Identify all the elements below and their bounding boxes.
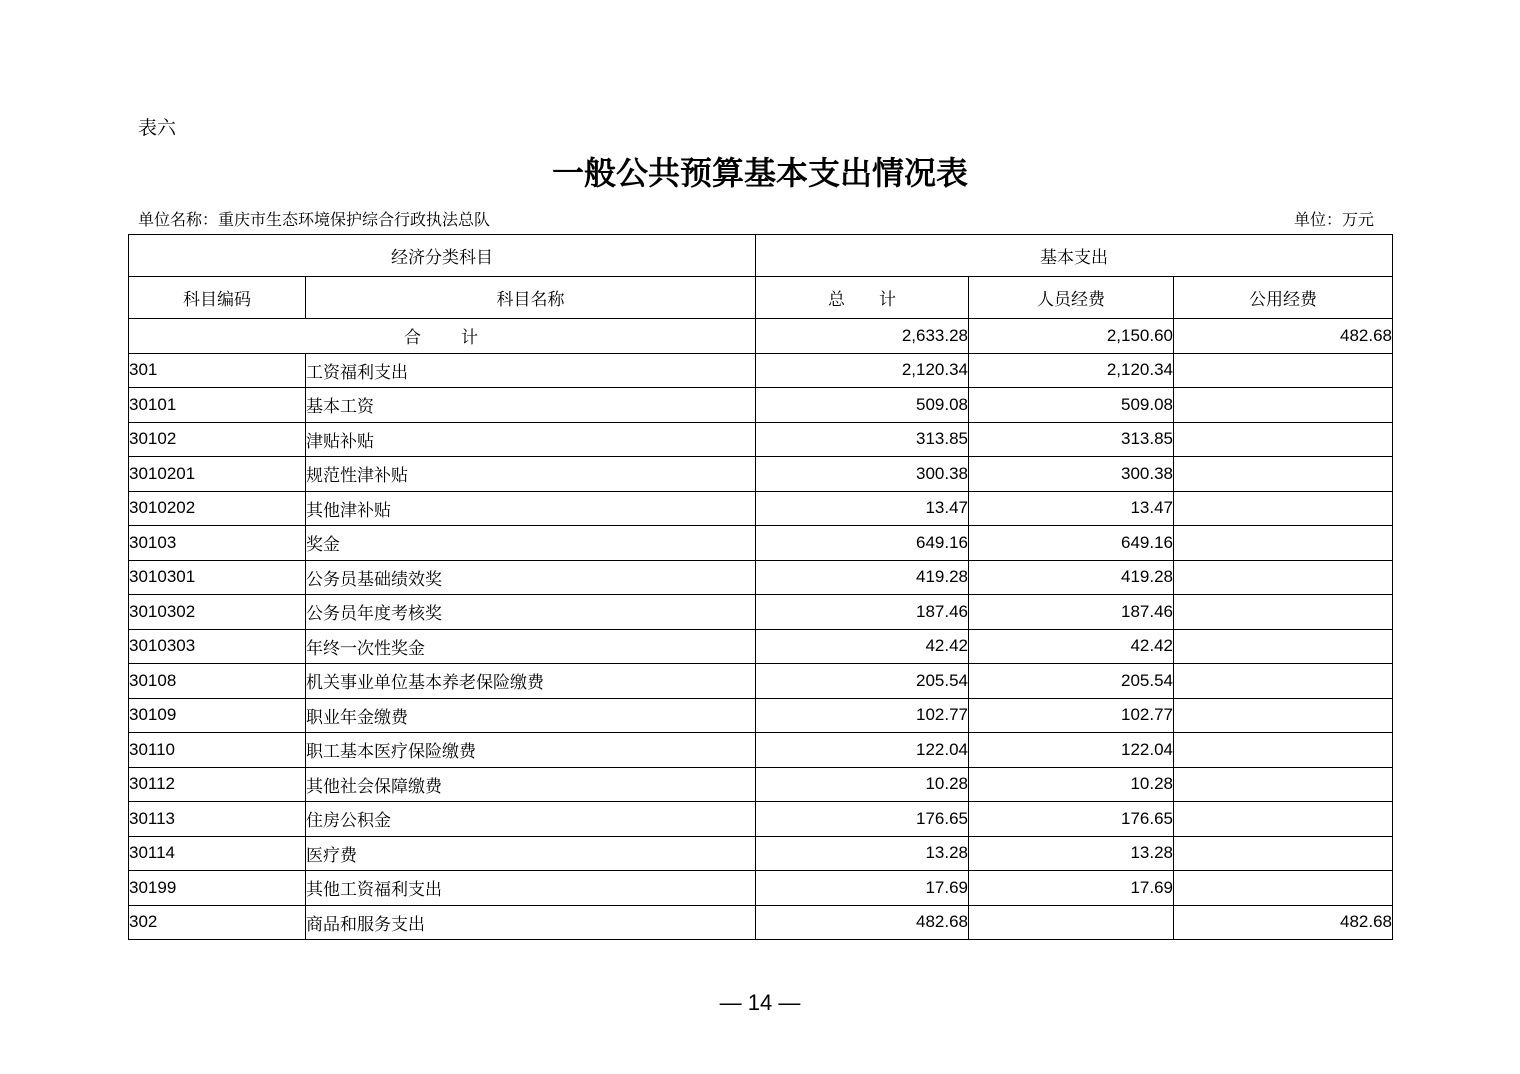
row-code: 30101 [129,388,306,423]
row-public: 482.68 [1174,905,1393,940]
row-personnel: 649.16 [969,526,1174,561]
row-personnel: 509.08 [969,388,1174,423]
header-basic-expenditure: 基本支出 [756,235,1393,277]
header-code: 科目编码 [129,277,306,319]
row-code: 30199 [129,871,306,906]
row-total: 10.28 [756,767,969,802]
row-public [1174,767,1393,802]
row-total: 2,120.34 [756,353,969,388]
row-personnel: 13.47 [969,491,1174,526]
row-total: 42.42 [756,629,969,664]
page-title: 一般公共预算基本支出情况表 [551,154,968,192]
total-row [129,319,1393,354]
row-name: 奖金 [306,526,756,561]
row-name: 公务员年度考核奖 [306,595,756,630]
row-total: 419.28 [756,560,969,595]
row-personnel: 102.77 [969,698,1174,733]
header-row-columns [129,277,1393,319]
row-public [1174,871,1393,906]
row-total: 187.46 [756,595,969,630]
row-personnel: 10.28 [969,767,1174,802]
row-code: 30113 [129,802,306,837]
row-personnel: 42.42 [969,629,1174,664]
table-row [129,836,1393,871]
row-total: 13.47 [756,491,969,526]
row-public [1174,422,1393,457]
table-row [129,664,1393,699]
budget-table [128,234,1393,940]
row-name: 津贴补贴 [306,422,756,457]
row-name: 机关事业单位基本养老保险缴费 [306,664,756,699]
row-name: 规范性津补贴 [306,457,756,492]
row-name: 其他津补贴 [306,491,756,526]
row-public [1174,836,1393,871]
row-personnel: 313.85 [969,422,1174,457]
row-total: 102.77 [756,698,969,733]
row-code: 30103 [129,526,306,561]
row-name: 公务员基础绩效奖 [306,560,756,595]
table-row [129,526,1393,561]
total-public: 482.68 [1174,319,1393,354]
row-name: 其他工资福利支出 [306,871,756,906]
row-total: 509.08 [756,388,969,423]
row-public [1174,595,1393,630]
row-name: 医疗费 [306,836,756,871]
page-number: — 14 — [719,990,801,1015]
table-row [129,629,1393,664]
row-personnel: 300.38 [969,457,1174,492]
row-public [1174,526,1393,561]
row-name: 职工基本医疗保险缴费 [306,733,756,768]
row-code: 30109 [129,698,306,733]
row-code: 30114 [129,836,306,871]
header-public: 公用经费 [1174,277,1393,319]
total-total: 2,633.28 [756,319,969,354]
row-code: 30112 [129,767,306,802]
unit-label: 单位：万元 [1294,210,1375,229]
row-code: 3010301 [129,560,306,595]
row-public [1174,457,1393,492]
table-label: 表六 [138,117,177,139]
row-personnel: 205.54 [969,664,1174,699]
row-total: 649.16 [756,526,969,561]
row-public [1174,664,1393,699]
row-public [1174,629,1393,664]
row-total: 300.38 [756,457,969,492]
unit-name: 单位名称：重庆市生态环境保护综合行政执法总队 [138,210,491,229]
row-name: 职业年金缴费 [306,698,756,733]
row-total: 17.69 [756,871,969,906]
row-code: 3010303 [129,629,306,664]
row-personnel: 2,120.34 [969,353,1174,388]
row-total: 313.85 [756,422,969,457]
header-row-group [129,235,1393,277]
row-total: 205.54 [756,664,969,699]
row-code: 301 [129,353,306,388]
row-personnel: 176.65 [969,802,1174,837]
row-code: 30108 [129,664,306,699]
row-personnel: 17.69 [969,871,1174,906]
table-row [129,905,1393,940]
row-public [1174,353,1393,388]
table-row [129,422,1393,457]
row-public [1174,491,1393,526]
row-code: 3010201 [129,457,306,492]
row-name: 其他社会保障缴费 [306,767,756,802]
row-name: 住房公积金 [306,802,756,837]
row-personnel: 13.28 [969,836,1174,871]
table-row [129,698,1393,733]
row-public [1174,733,1393,768]
total-label: 合 计 [129,319,756,354]
total-personnel: 2,150.60 [969,319,1174,354]
row-name: 工资福利支出 [306,353,756,388]
row-personnel: 122.04 [969,733,1174,768]
row-name: 年终一次性奖金 [306,629,756,664]
table-row [129,595,1393,630]
row-code: 302 [129,905,306,940]
row-code: 3010302 [129,595,306,630]
row-personnel [969,905,1174,940]
row-code: 30110 [129,733,306,768]
row-public [1174,388,1393,423]
row-total: 13.28 [756,836,969,871]
table-row [129,491,1393,526]
row-public [1174,698,1393,733]
table-row [129,733,1393,768]
header-name: 科目名称 [306,277,756,319]
table-row [129,871,1393,906]
table-row [129,353,1393,388]
row-total: 482.68 [756,905,969,940]
row-name: 商品和服务支出 [306,905,756,940]
row-total: 122.04 [756,733,969,768]
row-personnel: 187.46 [969,595,1174,630]
header-economic-classification: 经济分类科目 [129,235,756,277]
table-row [129,560,1393,595]
header-personnel: 人员经费 [969,277,1174,319]
table-row [129,388,1393,423]
row-code: 30102 [129,422,306,457]
header-total: 总 计 [756,277,969,319]
table-row [129,457,1393,492]
row-total: 176.65 [756,802,969,837]
table-row [129,767,1393,802]
row-name: 基本工资 [306,388,756,423]
row-code: 3010202 [129,491,306,526]
row-personnel: 419.28 [969,560,1174,595]
table-row [129,802,1393,837]
row-public [1174,560,1393,595]
row-public [1174,802,1393,837]
